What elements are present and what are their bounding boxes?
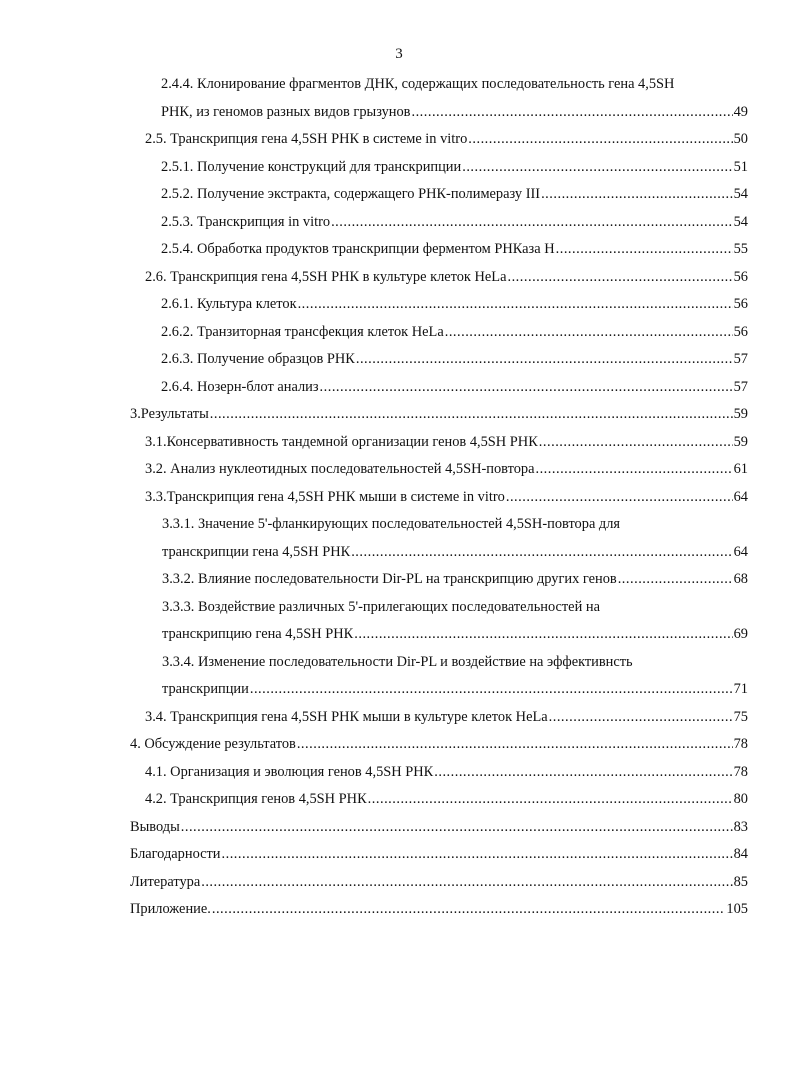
toc-entry-title-continuation: РНК, из геномов разных видов грызунов	[161, 103, 411, 120]
toc-entry-page: 78	[733, 736, 748, 752]
dot-leader	[506, 484, 733, 512]
dot-leader	[331, 209, 733, 237]
toc-entry-page: 80	[733, 791, 748, 807]
toc-entry[interactable]	[161, 154, 748, 182]
toc-entry-page: 54	[733, 213, 748, 230]
table-of-contents	[0, 71, 798, 924]
toc-entry[interactable]	[145, 759, 748, 787]
toc-entry-page: 50	[733, 131, 748, 147]
toc-entry-title: 2.5.4. Обработка продуктов транскрипции ферментом РНКаза Н	[161, 241, 555, 257]
toc-entry-title: 2.4.4. Клонирование фрагментов ДНК, содержащих последовательность гена 4,5SH	[161, 76, 675, 92]
toc-entry-page: 61	[733, 461, 748, 477]
toc-entry-title: Благодарности	[130, 846, 221, 862]
dot-leader	[535, 456, 732, 484]
dot-leader	[462, 154, 732, 182]
toc-entry-title: 3.3.Транскрипция гена 4,5SH РНК мыши в системе in vitro	[145, 488, 505, 505]
toc-entry-page: 56	[733, 323, 748, 340]
toc-entry[interactable]	[130, 814, 748, 842]
dot-leader	[618, 566, 733, 594]
dot-leader	[445, 319, 733, 347]
toc-entry-title: 3.3.1. Значение 5'-фланкирующих последовательностей 4,5SH-повтора для	[162, 516, 621, 532]
toc-entry-page: 78	[733, 763, 748, 780]
toc-entry-title: 2.5. Транскрипция гена 4,5SH РНК в системе in vitro	[145, 131, 468, 147]
toc-entry[interactable]	[130, 869, 748, 897]
toc-entry[interactable]	[130, 896, 748, 924]
dot-leader	[434, 759, 732, 787]
dot-leader	[541, 181, 733, 209]
toc-entry-page: 51	[733, 158, 748, 175]
toc-entry-page: 59	[733, 406, 748, 422]
dot-leader	[212, 896, 726, 924]
dot-leader	[351, 539, 732, 567]
toc-entry-title: 3.1.Консервативность тандемной организации генов 4,5SH РНК	[145, 433, 538, 450]
toc-entry-title: 3.2. Анализ нуклеотидных последовательностей 4,5SH-повтора	[145, 461, 535, 477]
toc-entry[interactable]	[162, 594, 748, 649]
toc-entry-title: 2.6.2. Транзиторная трансфекция клеток HeLa	[161, 323, 444, 340]
toc-entry-title: Приложение.	[130, 901, 211, 917]
toc-entry[interactable]	[130, 401, 748, 429]
toc-entry[interactable]	[130, 841, 748, 869]
dot-leader	[210, 401, 733, 429]
toc-entry[interactable]	[145, 704, 748, 732]
toc-entry[interactable]	[145, 786, 748, 814]
toc-entry[interactable]	[145, 429, 748, 457]
toc-entry[interactable]	[162, 511, 748, 566]
toc-entry-page: 56	[733, 296, 748, 312]
toc-entry[interactable]	[145, 456, 748, 484]
toc-entry-title: 2.6.4. Нозерн-блот анализ	[161, 378, 319, 395]
toc-entry-title-continuation: транскрипцию гена 4,5SH РНК	[162, 626, 354, 642]
toc-entry-page: 68	[733, 571, 748, 587]
toc-entry-page: 59	[733, 433, 748, 450]
toc-entry-title: 3.3.4. Изменение последовательности Dir-PL и воздействие на эффективнсть	[162, 653, 633, 670]
toc-entry[interactable]	[161, 209, 748, 237]
page-number: 3	[395, 46, 403, 62]
dot-leader	[468, 126, 732, 154]
dot-leader	[201, 869, 732, 897]
dot-leader	[356, 346, 733, 374]
dot-leader	[354, 621, 732, 649]
toc-entry[interactable]	[161, 319, 748, 347]
toc-entry-title: Литература	[130, 873, 201, 890]
toc-entry[interactable]	[145, 484, 748, 512]
toc-entry-page: 71	[733, 681, 748, 697]
dot-leader	[298, 291, 733, 319]
toc-entry[interactable]	[145, 126, 748, 154]
toc-entry[interactable]	[161, 181, 748, 209]
toc-entry-title: 3.4. Транскрипция гена 4,5SH РНК мыши в культуре клеток HeLa	[145, 708, 548, 725]
toc-entry-page: 64	[733, 543, 748, 560]
toc-entry-page: 105	[726, 901, 748, 917]
dot-leader	[539, 429, 733, 457]
toc-entry-page: 56	[733, 268, 748, 285]
toc-entry-page: 57	[733, 351, 748, 367]
dot-leader	[549, 704, 733, 732]
toc-entry-page: 55	[733, 241, 748, 257]
dot-leader	[222, 841, 733, 869]
toc-entry-title: 2.6. Транскрипция гена 4,5SH РНК в культуре клеток HeLa	[145, 268, 507, 285]
toc-entry-page: 49	[733, 103, 748, 120]
toc-entry[interactable]	[145, 264, 748, 292]
toc-entry-title-continuation: транскрипции	[162, 681, 249, 697]
dot-leader	[181, 814, 733, 842]
dot-leader	[250, 676, 733, 704]
toc-entry-title: 2.5.3. Транскрипция in vitro	[161, 213, 331, 230]
toc-entry-title: 2.6.3. Получение образцов РНК	[161, 351, 355, 367]
toc-entry-title: 2.5.1. Получение конструкций для транскрипции	[161, 158, 462, 175]
toc-entry-page: 84	[733, 846, 748, 862]
toc-entry-page: 57	[733, 378, 748, 395]
dot-leader	[507, 264, 732, 292]
toc-entry[interactable]	[162, 566, 748, 594]
toc-entry-page: 69	[733, 626, 748, 642]
toc-entry-title: 3.3.3. Воздействие различных 5'-прилегающих последовательностей на	[162, 598, 600, 615]
toc-entry[interactable]	[161, 236, 748, 264]
toc-entry-title: 2.6.1. Культура клеток	[161, 296, 297, 312]
toc-entry-page: 54	[733, 186, 748, 202]
toc-entry-title: 4.1. Организация и эволюция генов 4,5SH РНК	[145, 763, 434, 780]
toc-entry[interactable]	[161, 291, 748, 319]
dot-leader	[297, 731, 733, 759]
toc-entry[interactable]	[161, 346, 748, 374]
toc-entry-title: 3.3.2. Влияние последовательности Dir-PL на транскрипцию других генов	[162, 571, 617, 587]
toc-entry[interactable]	[161, 71, 748, 126]
toc-entry-title-continuation: транскрипции гена 4,5SH РНК	[162, 543, 351, 560]
dot-leader	[556, 236, 733, 264]
toc-entry-title: 2.5.2. Получение экстракта, содержащего РНК-полимеразу III	[161, 186, 541, 202]
toc-entry[interactable]	[130, 731, 748, 759]
toc-entry-page: 83	[733, 818, 748, 835]
toc-entry[interactable]	[162, 649, 748, 704]
dot-leader	[320, 374, 733, 402]
toc-entry-page: 75	[733, 708, 748, 725]
toc-entry-page: 85	[733, 873, 748, 890]
toc-entry-title: Выводы	[130, 818, 180, 835]
toc-entry[interactable]	[161, 374, 748, 402]
dot-leader	[411, 99, 732, 127]
dot-leader	[368, 786, 733, 814]
toc-entry-title: 4.2. Транскрипция генов 4,5SH РНК	[145, 791, 367, 807]
toc-entry-title: 3.Результаты	[130, 406, 209, 422]
toc-entry-page: 64	[733, 488, 748, 505]
toc-entry-title: 4. Обсуждение результатов	[130, 736, 296, 752]
